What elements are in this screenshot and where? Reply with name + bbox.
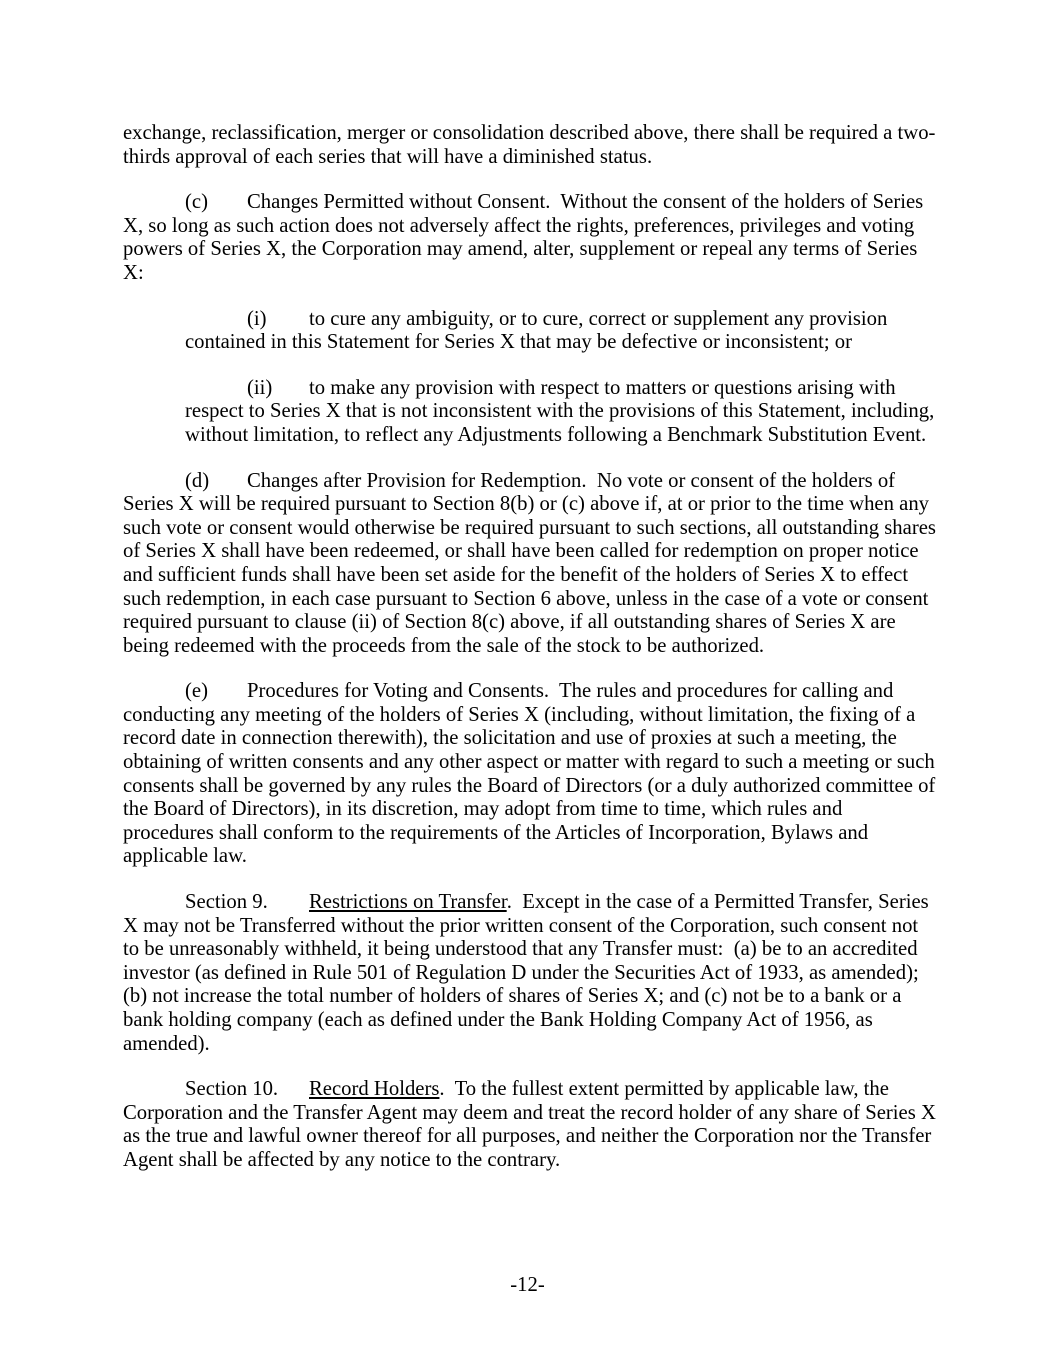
clause-marker: (ii) [247,376,273,399]
page-footer [0,1274,1055,1298]
paragraph-marker: (e) [185,680,208,703]
section-marker: Section 10. [185,1078,279,1101]
clause-marker: (i) [247,307,267,330]
paragraph-text: Procedures for Voting and Consents. The rules and procedures for calling and conducting any meeting of the holders of Series X (including, without limitation, the fixing of a record date in connection therewith), the solicitation and use of proxies at such a meeting, the obtaining of written consents and any other aspect or matter with regard to such a meeting or such consents shall be governed by any rules the Board of Directors (or a duly authorized committee of the Board of Directors), in its discretion, may adopt from time to time, which rules and procedures shall conform to the requirements of the Articles of Incorporation, Bylaws and applicable law. [123,680,941,868]
paragraph-section-10 [123,1078,942,1172]
paragraph-text: . Except in the case of a Permitted Transfer, Series X may not be Transferred without the prior written consent of the Corporation, such consent not to be unreasonably withheld, it being understood that any Transfer must: (a) be to an accredited investor (as defined in Rule 501 of Regulation D under the Securities Act of 1933, as amended); (b) not increase the total number of holders of shares of Series X; and (c) not be to a bank or a bank holding company (each as defined under the Bank Holding Company Act of 1956, as amended). [123,891,934,1055]
clause-text: to cure any ambiguity, or to cure, correct or supplement any provision contained in this Statement for Series X that may be defective or inconsistent; or [185,307,893,354]
paragraph-marker: (c) [185,191,208,214]
section-heading: Record Holders [309,1078,440,1101]
paragraph-e [123,680,941,869]
paragraph-continuation [123,122,938,169]
paragraph-c [123,191,938,285]
document-page-body [123,122,942,1173]
paragraph-text: Changes after Provision for Redemption. No vote or consent of the holders of Series X will be required pursuant to Section 8(b) or (c) above if, at or prior to the time when any such vote or consent would otherwise be required pursuant to such sections, all outstanding shares of Series X shall have been redeemed, or shall have been called for redemption on proper notice and sufficient funds shall have been set aside for the benefit of the holders of Series X to effect such redemption, in each case pursuant to Section 6 above, unless in the case of a vote or consent required pursuant to clause (ii) of Section 8(c) above, if all outstanding shares of Series X are being redeemed with the proceeds from the sale of the stock to be authorized. [123,469,942,657]
section-heading: Restrictions on Transfer [309,891,507,914]
paragraph-text: exchange, reclassification, merger or consolidation described above, there shall be required a two-thirds approval of each series that will have a diminished status. [123,122,936,168]
paragraph-section-9 [123,891,938,1056]
page-number: -12- [510,1274,545,1296]
paragraph-text: . To the fullest extent permitted by applicable law, the Corporation and the Transfer Agent may deem and treat the record holder of any share of Series X as the true and lawful owner thereof for all purposes, and neither the Corporation nor the Transfer Agent shall be affected by any notice to the contrary. [123,1078,942,1171]
clause-ii [185,377,938,448]
paragraph-text: Changes Permitted without Consent. Without the consent of the holders of Series X, so long as such action does not adversely affect the rights, preferences, privileges and voting powers of Series X, the Corporation may amend, alter, supplement or repeal any terms of Series X: [123,191,929,284]
paragraph-marker: (d) [185,469,210,492]
section-marker: Section 9. [185,891,268,914]
clause-i [185,308,938,355]
paragraph-d [123,469,942,659]
clause-text: to make any provision with respect to matters or questions arising with respect to Series X that is not inconsistent with the provisions of this Statement, including, without limitation, to reflect any Adjustments following a Benchmark Substitution Event. [185,376,940,446]
